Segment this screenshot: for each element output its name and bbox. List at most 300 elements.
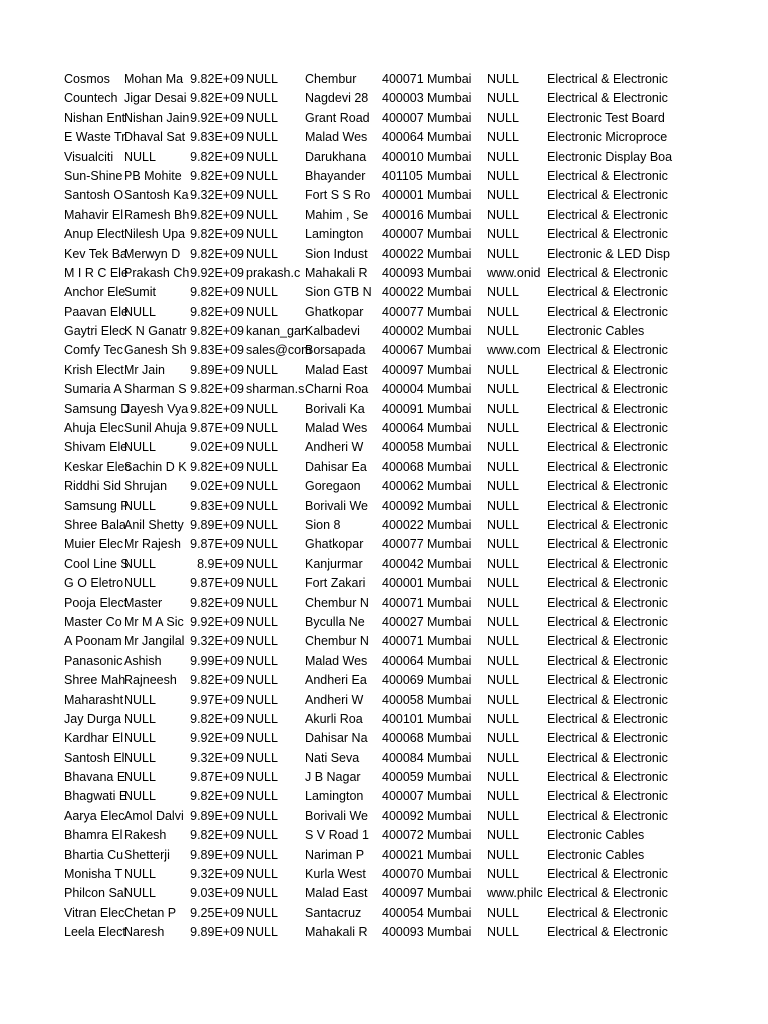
email-cell: NULL [246, 576, 278, 591]
email-cell: NULL [246, 808, 278, 823]
phone-cell: 9.02E+09 [190, 440, 244, 455]
phone-cell: 9.97E+09 [190, 692, 244, 707]
category-cell: Electrical & Electronic [547, 634, 668, 649]
website-cell: NULL [487, 517, 519, 532]
pincode-cell: 400022 [382, 246, 424, 261]
address-cell: Charni Roa [305, 382, 369, 397]
company-name-cell: Riddhi Sid [64, 479, 121, 494]
address-cell: Bhayander [305, 168, 366, 183]
city-cell: Mumbai [427, 789, 472, 804]
website-cell: NULL [487, 246, 519, 261]
address-cell: Akurli Roa [305, 711, 363, 726]
city-cell: Mumbai [427, 227, 472, 242]
city-cell: Mumbai [427, 576, 472, 591]
address-cell: Fort S S Ro [305, 188, 371, 203]
table-row [64, 283, 684, 302]
city-cell: Mumbai [427, 149, 472, 164]
category-cell: Electrical & Electronic [547, 304, 668, 319]
email-cell: NULL [246, 731, 278, 746]
pincode-cell: 400058 [382, 440, 424, 455]
pincode-cell: 400010 [382, 149, 424, 164]
company-name-cell: Aarya Elec [64, 808, 125, 823]
email-cell: NULL [246, 653, 278, 668]
city-cell: Mumbai [427, 304, 472, 319]
phone-cell: 9.92E+09 [190, 265, 244, 280]
table-row [64, 768, 684, 787]
category-cell: Electronic Cables [547, 828, 645, 843]
category-cell: Electrical & Electronic [547, 285, 668, 300]
pincode-cell: 400097 [382, 886, 424, 901]
website-cell: NULL [487, 789, 519, 804]
email-cell: kanan_gan [246, 324, 308, 339]
city-cell: Mumbai [427, 421, 472, 436]
contact-person-cell: Amol Dalvi [124, 808, 184, 823]
contact-person-cell: NULL [124, 304, 156, 319]
city-cell: Mumbai [427, 285, 472, 300]
table-row [64, 497, 684, 516]
category-cell: Electronic Test Board [547, 110, 665, 125]
pincode-cell: 400022 [382, 285, 424, 300]
phone-cell: 9.92E+09 [190, 731, 244, 746]
pincode-cell: 400093 [382, 925, 424, 940]
company-name-cell: Nishan Ent [64, 110, 126, 125]
table-row [64, 303, 684, 322]
address-cell: Sion 8 [305, 517, 341, 532]
website-cell: NULL [487, 925, 519, 940]
category-cell: Electronic Cables [547, 847, 645, 862]
phone-cell: 9.89E+09 [190, 808, 244, 823]
phone-cell: 9.82E+09 [190, 789, 244, 804]
category-cell: Electrical & Electronic [547, 808, 668, 823]
website-cell: NULL [487, 731, 519, 746]
category-cell: Electrical & Electronic [547, 382, 668, 397]
pincode-cell: 400021 [382, 847, 424, 862]
website-cell: NULL [487, 110, 519, 125]
email-cell: NULL [246, 479, 278, 494]
table-row [64, 671, 684, 690]
website-cell: NULL [487, 634, 519, 649]
company-name-cell: Shree Mah [64, 673, 126, 688]
city-cell: Mumbai [427, 72, 472, 86]
address-cell: Ghatkopar [305, 304, 364, 319]
email-cell: NULL [246, 517, 278, 532]
phone-cell: 9.82E+09 [190, 401, 244, 416]
pincode-cell: 400092 [382, 808, 424, 823]
city-cell: Mumbai [427, 537, 472, 552]
phone-cell: 9.82E+09 [190, 246, 244, 261]
pincode-cell: 400064 [382, 653, 424, 668]
company-name-cell: Shree Bala [64, 517, 126, 532]
city-cell: Mumbai [427, 188, 472, 203]
company-name-cell: Sun-Shine [64, 168, 123, 183]
phone-cell: 9.89E+09 [190, 362, 244, 377]
contact-person-cell: NULL [124, 886, 156, 901]
category-cell: Electrical & Electronic [547, 867, 668, 882]
company-name-cell: Samsung P [64, 498, 129, 513]
table-row [64, 613, 684, 632]
table-row [64, 89, 684, 108]
table-row [64, 710, 684, 729]
address-cell: Lamington [305, 789, 364, 804]
email-cell: NULL [246, 459, 278, 474]
city-cell: Mumbai [427, 362, 472, 377]
pincode-cell: 400091 [382, 401, 424, 416]
category-cell: Electrical & Electronic [547, 653, 668, 668]
address-cell: Malad Wes [305, 653, 368, 668]
city-cell: Mumbai [427, 382, 472, 397]
contact-person-cell: Mr Jain [124, 362, 165, 377]
phone-cell: 9.82E+09 [190, 711, 244, 726]
category-cell: Electrical & Electronic [547, 905, 668, 920]
company-name-cell: Jay Durga [64, 711, 121, 726]
pincode-cell: 400058 [382, 692, 424, 707]
phone-cell: 9.82E+09 [190, 149, 244, 164]
email-cell: NULL [246, 556, 278, 571]
email-cell: NULL [246, 168, 278, 183]
category-cell: Electronic Microproce [547, 130, 668, 145]
contact-person-cell: Sachin D K [124, 459, 187, 474]
table-row [64, 438, 684, 457]
pincode-cell: 400064 [382, 421, 424, 436]
table-row [64, 167, 684, 186]
contact-person-cell: NULL [124, 867, 156, 882]
table-row [64, 245, 684, 264]
category-cell: Electrical & Electronic [547, 207, 668, 222]
website-cell: NULL [487, 770, 519, 785]
contact-person-cell: Sharman S [124, 382, 187, 397]
email-cell: NULL [246, 498, 278, 513]
company-name-cell: Santosh O [64, 188, 124, 203]
contact-person-cell: Mr Rajesh [124, 537, 181, 552]
company-name-cell: Monisha T [64, 867, 123, 882]
city-cell: Mumbai [427, 925, 472, 940]
contact-person-cell: Jayesh Vya [124, 401, 189, 416]
website-cell: NULL [487, 168, 519, 183]
pincode-cell: 400027 [382, 614, 424, 629]
website-cell: NULL [487, 304, 519, 319]
website-cell: NULL [487, 72, 519, 86]
website-cell: NULL [487, 576, 519, 591]
table-row [64, 535, 684, 554]
category-cell: Electrical & Electronic [547, 91, 668, 106]
website-cell: NULL [487, 847, 519, 862]
email-cell: NULL [246, 72, 278, 86]
address-cell: Borivali We [305, 498, 368, 513]
city-cell: Mumbai [427, 265, 472, 280]
pincode-cell: 400016 [382, 207, 424, 222]
contact-person-cell: NULL [124, 498, 156, 513]
category-cell: Electrical & Electronic [547, 343, 668, 358]
website-cell: NULL [487, 595, 519, 610]
website-cell: NULL [487, 227, 519, 242]
website-cell: www.philc [487, 886, 543, 901]
website-cell: NULL [487, 440, 519, 455]
category-cell: Electrical & Electronic [547, 576, 668, 591]
company-name-cell: Santosh El [64, 750, 125, 765]
table-row [64, 826, 684, 845]
city-cell: Mumbai [427, 808, 472, 823]
email-cell: prakash.c [246, 265, 301, 280]
table-row [64, 652, 684, 671]
email-cell: NULL [246, 905, 278, 920]
contact-person-cell: Nishan Jain [124, 110, 190, 125]
address-cell: Kanjurmar [305, 556, 363, 571]
contact-person-cell: Mr Jangilal [124, 634, 185, 649]
city-cell: Mumbai [427, 459, 472, 474]
contact-person-cell: Nilesh Upa [124, 227, 186, 242]
company-name-cell: Countech [64, 91, 118, 106]
company-name-cell: Cool Line S [64, 556, 129, 571]
city-cell: Mumbai [427, 207, 472, 222]
phone-cell: 9.25E+09 [190, 905, 244, 920]
phone-cell: 9.89E+09 [190, 925, 244, 940]
contact-person-cell: NULL [124, 149, 156, 164]
pincode-cell: 400001 [382, 576, 424, 591]
address-cell: Kurla West [305, 867, 366, 882]
website-cell: NULL [487, 673, 519, 688]
city-cell: Mumbai [427, 91, 472, 106]
category-cell: Electrical & Electronic [547, 692, 668, 707]
website-cell: NULL [487, 207, 519, 222]
company-name-cell: Pooja Elect [64, 595, 128, 610]
company-name-cell: Bhavana E [64, 770, 126, 785]
table-row [64, 923, 684, 942]
category-cell: Electrical & Electronic [547, 925, 668, 940]
contact-person-cell: Prakash Ch [124, 265, 190, 280]
email-cell: NULL [246, 130, 278, 145]
category-cell: Electrical & Electronic [547, 479, 668, 494]
phone-cell: 9.99E+09 [190, 653, 244, 668]
email-cell: NULL [246, 828, 278, 843]
table-row [64, 884, 684, 903]
phone-cell: 9.87E+09 [190, 770, 244, 785]
contact-person-cell: Sumit [124, 285, 156, 300]
table-row [64, 322, 684, 341]
category-cell: Electrical & Electronic [547, 673, 668, 688]
email-cell: NULL [246, 537, 278, 552]
table-row [64, 846, 684, 865]
website-cell: NULL [487, 692, 519, 707]
city-cell: Mumbai [427, 731, 472, 746]
email-cell: NULL [246, 304, 278, 319]
company-name-cell: Cosmos [64, 72, 110, 86]
website-cell: NULL [487, 421, 519, 436]
phone-cell: 9.92E+09 [190, 614, 244, 629]
city-cell: Mumbai [427, 595, 472, 610]
email-cell: NULL [246, 246, 278, 261]
city-cell: Mumbai [427, 770, 472, 785]
contact-person-cell: Shetterji [124, 847, 170, 862]
city-cell: Mumbai [427, 692, 472, 707]
website-cell: NULL [487, 130, 519, 145]
address-cell: Borivali Ka [305, 401, 365, 416]
contact-person-cell: K N Ganatr [124, 324, 187, 339]
category-cell: Electrical & Electronic [547, 537, 668, 552]
company-name-cell: Panasonic [64, 653, 123, 668]
city-cell: Mumbai [427, 867, 472, 882]
pincode-cell: 400059 [382, 770, 424, 785]
email-cell: NULL [246, 227, 278, 242]
phone-cell: 9.82E+09 [190, 459, 244, 474]
pincode-cell: 400004 [382, 382, 424, 397]
city-cell: Mumbai [427, 905, 472, 920]
table-row [64, 341, 684, 360]
contact-person-cell: NULL [124, 576, 156, 591]
table-row [64, 555, 684, 574]
phone-cell: 9.32E+09 [190, 750, 244, 765]
city-cell: Mumbai [427, 673, 472, 688]
website-cell: NULL [487, 285, 519, 300]
contact-person-cell: Ganesh Sh [124, 343, 187, 358]
address-cell: Byculla Ne [305, 614, 365, 629]
email-cell: NULL [246, 789, 278, 804]
category-cell: Electrical & Electronic [547, 227, 668, 242]
table-row [64, 186, 684, 205]
phone-cell: 9.87E+09 [190, 576, 244, 591]
city-cell: Mumbai [427, 556, 472, 571]
pincode-cell: 400097 [382, 362, 424, 377]
city-cell: Mumbai [427, 828, 472, 843]
phone-cell: 9.83E+09 [190, 498, 244, 513]
pincode-cell: 400022 [382, 517, 424, 532]
address-cell: Andheri W [305, 440, 364, 455]
address-cell: Sion GTB N [305, 285, 372, 300]
company-name-cell: Vitran Elec [64, 905, 125, 920]
contact-person-cell: Anil Shetty [124, 517, 184, 532]
pincode-cell: 401105 [382, 168, 423, 183]
address-cell: Darukhana [305, 149, 367, 164]
email-cell: NULL [246, 750, 278, 765]
table-row [64, 400, 684, 419]
category-cell: Electrical & Electronic [547, 72, 668, 86]
pincode-cell: 400077 [382, 537, 424, 552]
city-cell: Mumbai [427, 479, 472, 494]
category-cell: Electrical & Electronic [547, 421, 668, 436]
email-cell: NULL [246, 770, 278, 785]
company-name-cell: Visualciti [64, 149, 114, 164]
pincode-cell: 400007 [382, 110, 424, 125]
phone-cell: 9.02E+09 [190, 479, 244, 494]
website-cell: NULL [487, 459, 519, 474]
website-cell: NULL [487, 382, 519, 397]
company-name-cell: Anup Elect [64, 227, 125, 242]
address-cell: Malad East [305, 362, 368, 377]
pincode-cell: 400101 [382, 711, 424, 726]
email-cell: NULL [246, 595, 278, 610]
table-row [64, 361, 684, 380]
address-cell: Sion Indust [305, 246, 368, 261]
email-cell: sales@com [246, 343, 312, 358]
category-cell: Electrical & Electronic [547, 789, 668, 804]
city-cell: Mumbai [427, 324, 472, 339]
category-cell: Electrical & Electronic [547, 265, 668, 280]
table-row [64, 206, 684, 225]
company-name-cell: G O Eletro [64, 576, 124, 591]
website-cell: NULL [487, 614, 519, 629]
pincode-cell: 400064 [382, 130, 424, 145]
company-name-cell: Kev Tek Ba [64, 246, 128, 261]
email-cell: NULL [246, 867, 278, 882]
contact-person-cell: NULL [124, 711, 156, 726]
company-name-cell: Comfy Tec [64, 343, 123, 358]
pincode-cell: 400001 [382, 188, 424, 203]
company-name-cell: Paavan Ele [64, 304, 128, 319]
pincode-cell: 400007 [382, 227, 424, 242]
table-row [64, 807, 684, 826]
pincode-cell: 400054 [382, 905, 424, 920]
contact-person-cell: Sunil Ahuja [124, 421, 187, 436]
contact-person-cell: Dhaval Sat [124, 130, 186, 145]
email-cell: NULL [246, 188, 278, 203]
category-cell: Electrical & Electronic [547, 517, 668, 532]
table-row [64, 574, 684, 593]
website-cell: NULL [487, 750, 519, 765]
company-name-cell: Leela Elect [64, 925, 126, 940]
phone-cell: 9.82E+09 [190, 304, 244, 319]
city-cell: Mumbai [427, 343, 472, 358]
email-cell: NULL [246, 401, 278, 416]
category-cell: Electrical & Electronic [547, 886, 668, 901]
address-cell: Malad Wes [305, 421, 368, 436]
contact-person-cell: Shrujan [124, 479, 168, 494]
address-cell: Borivali We [305, 808, 368, 823]
category-cell: Electronic Display Boa [547, 149, 673, 164]
company-name-cell: Muier Elec [64, 537, 124, 552]
address-cell: J B Nagar [305, 770, 361, 785]
pincode-cell: 400069 [382, 673, 424, 688]
email-cell: NULL [246, 110, 278, 125]
pincode-cell: 400007 [382, 789, 424, 804]
phone-cell: 9.82E+09 [190, 828, 244, 843]
table-row [64, 749, 684, 768]
category-cell: Electronic & LED Disp [547, 246, 670, 261]
city-cell: Mumbai [427, 401, 472, 416]
phone-cell: 9.32E+09 [190, 188, 244, 203]
phone-cell: 9.82E+09 [190, 168, 244, 183]
phone-cell: 9.83E+09 [190, 343, 244, 358]
pincode-cell: 400092 [382, 498, 424, 513]
address-cell: Andheri W [305, 692, 364, 707]
contact-person-cell: Mr M A Sic [124, 614, 184, 629]
company-name-cell: Kardhar El [64, 731, 124, 746]
category-cell: Electrical & Electronic [547, 188, 668, 203]
website-cell: NULL [487, 91, 519, 106]
company-name-cell: Sumaria A [64, 382, 122, 397]
website-cell: NULL [487, 479, 519, 494]
pincode-cell: 400002 [382, 324, 424, 339]
table-row [64, 380, 684, 399]
category-cell: Electrical & Electronic [547, 168, 668, 183]
address-cell: Chembur N [305, 634, 369, 649]
city-cell: Mumbai [427, 634, 472, 649]
email-cell: NULL [246, 614, 278, 629]
address-cell: Dahisar Na [305, 731, 368, 746]
company-name-cell: Bhagwati E [64, 789, 128, 804]
website-cell: NULL [487, 498, 519, 513]
company-name-cell: Shivam Ele [64, 440, 128, 455]
contact-person-cell: NULL [124, 770, 156, 785]
pincode-cell: 400084 [382, 750, 424, 765]
address-cell: Borsapada [305, 343, 366, 358]
table-row [64, 70, 684, 89]
pincode-cell: 400062 [382, 479, 424, 494]
email-cell: NULL [246, 847, 278, 862]
website-cell: NULL [487, 808, 519, 823]
phone-cell: 9.82E+09 [190, 382, 244, 397]
phone-cell: 8.9E+09 [197, 556, 244, 571]
email-cell: NULL [246, 673, 278, 688]
contact-person-cell: Mohan Ma [124, 72, 184, 86]
